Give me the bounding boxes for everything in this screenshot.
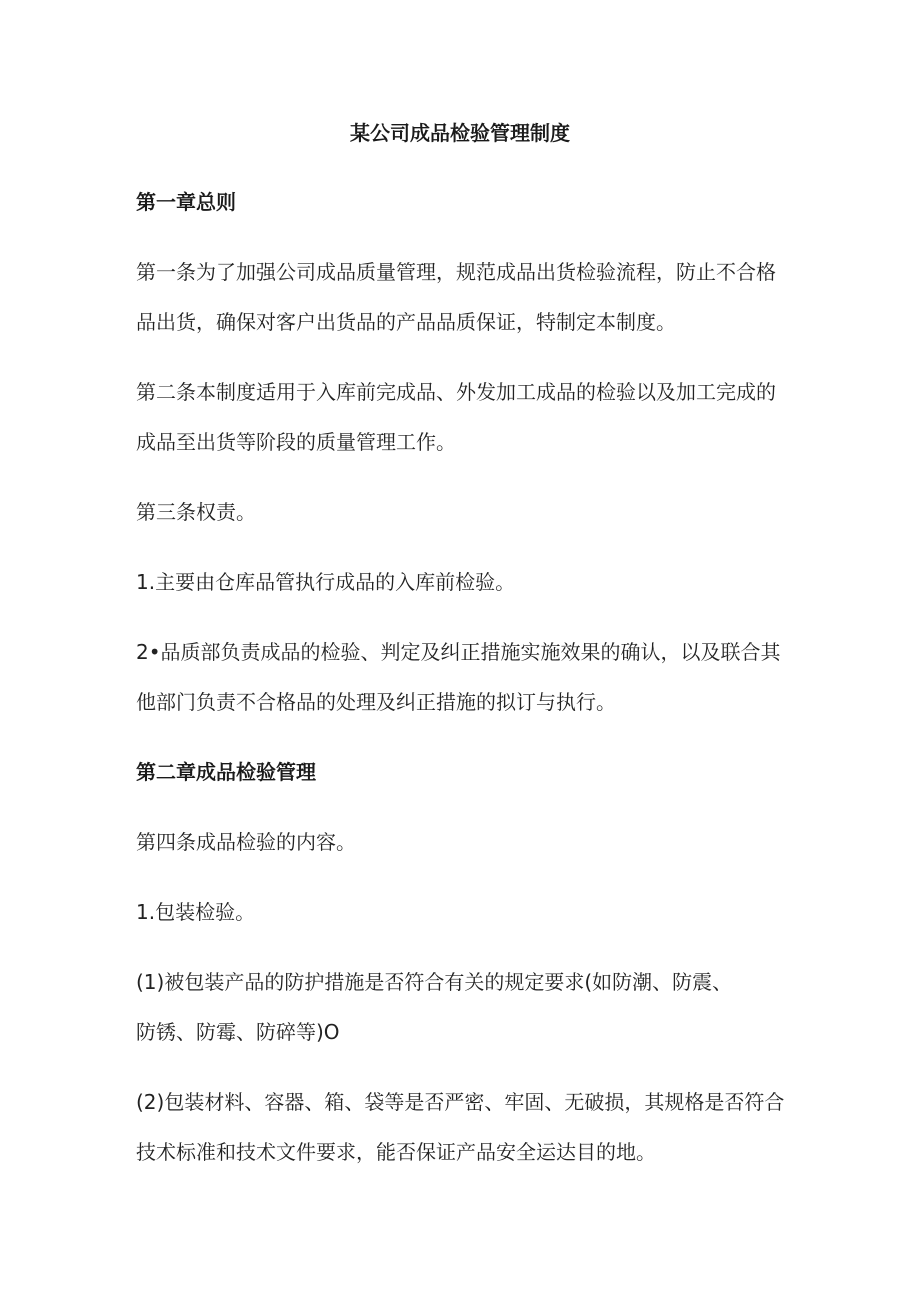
responsibility-item-1 — [136, 564, 796, 600]
article-2-line-1: 第二条本制度适用于入库前完成品、外发加工成品的检验以及加工完成的 — [136, 380, 776, 404]
responsibility-item-2-line-1: 2•品质部负责成品的检验、判定及纠正措施实施效果的确认，以及联合其 — [136, 640, 781, 664]
packaging-sub-item-1-line-1: (1)被包装产品的防护措施是否符合有关的规定要求(如防潮、防震、 — [136, 970, 733, 994]
packaging-sub-item-1 — [136, 964, 796, 1050]
article-1 — [136, 254, 796, 340]
article-1-line-2: 品出货，确保对客户出货品的产品品质保证，特制定本制度。 — [136, 310, 676, 334]
responsibility-item-2 — [136, 634, 796, 720]
inspection-item-1-line-1: 1.包装检验。 — [136, 900, 256, 924]
document-body — [136, 184, 796, 1204]
responsibility-item-2-line-2: 他部门负责不合格品的处理及纠正措施的拟订与执行。 — [136, 690, 616, 714]
responsibility-item-1-line-1: 1.主要由仓库品管执行成品的入库前检验。 — [136, 570, 516, 594]
article-4 — [136, 824, 796, 860]
packaging-sub-item-1-line-2: 防锈、防霉、防碎等)O — [136, 1020, 340, 1044]
chapter-2-heading: 第二章成品检验管理 — [136, 760, 316, 784]
article-2-line-2: 成品至出货等阶段的质量管理工作。 — [136, 430, 456, 454]
article-3-line-1: 第三条权责。 — [136, 500, 256, 524]
document-title: 某公司成品检验管理制度 — [350, 121, 570, 145]
inspection-item-1 — [136, 894, 796, 930]
chapter-1-heading: 第一章总则 — [136, 190, 236, 214]
article-1-line-1: 第一条为了加强公司成品质量管理，规范成品出货检验流程，防止不合格 — [136, 260, 776, 284]
packaging-sub-item-2-line-2: 技术标准和技术文件要求，能否保证产品安全运达目的地。 — [136, 1140, 656, 1164]
article-3 — [136, 494, 796, 530]
article-2 — [136, 374, 796, 460]
packaging-sub-item-2-line-1: (2)包装材料、容器、箱、袋等是否严密、牢固、无破损，其规格是否符合 — [136, 1090, 785, 1114]
article-4-line-1: 第四条成品检验的内容。 — [136, 830, 356, 854]
packaging-sub-item-2 — [136, 1084, 796, 1170]
